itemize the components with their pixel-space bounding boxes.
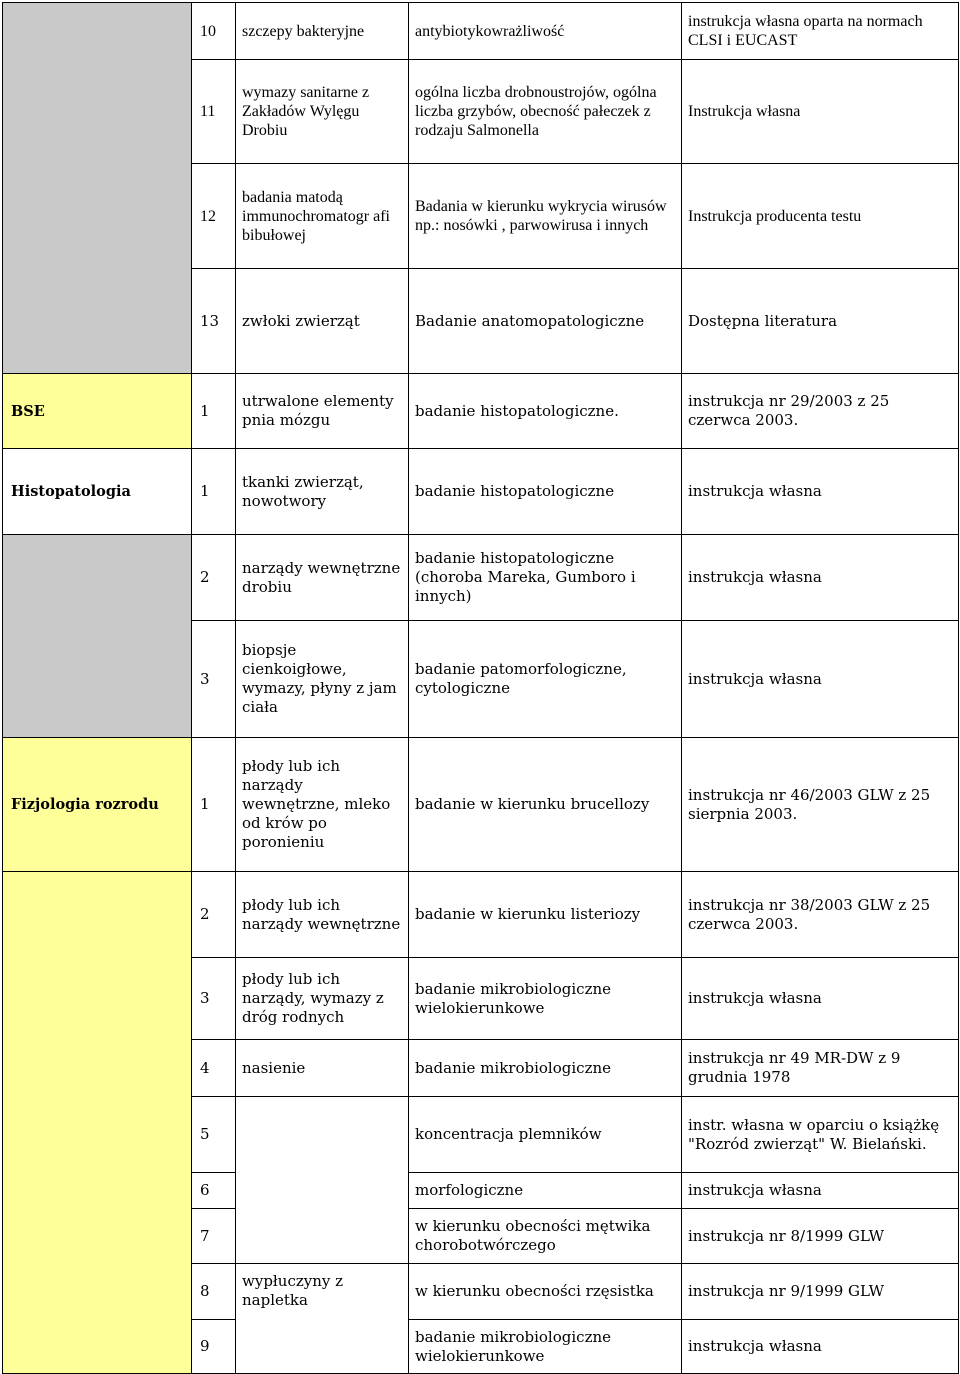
test-cell: ogólna liczba drobnoustrojów, ogólna liczba grzybów, obecność pałeczek z rodzaju Salmonella (409, 60, 682, 164)
method-cell: instrukcja własna (682, 535, 959, 621)
material-cell: płody lub ich narządy wewnętrzne (236, 872, 409, 958)
material-cell: tkanki zwierząt, nowotwory (236, 449, 409, 535)
method-cell: instrukcja własna (682, 958, 959, 1040)
material-cell: biopsje cienkoigłowe, wymazy, płyny z jam ciała (236, 621, 409, 738)
row-number: 4 (192, 1040, 236, 1097)
row-number: 6 (192, 1173, 236, 1209)
row-number: 10 (192, 3, 236, 60)
test-cell: badanie mikrobiologiczne (409, 1040, 682, 1097)
row-number: 5 (192, 1097, 236, 1173)
method-cell: Instrukcja producenta testu (682, 164, 959, 269)
tests-table (2, 2, 959, 1374)
row-number: 3 (192, 621, 236, 738)
section-cell-gray (3, 3, 192, 374)
method-cell: instrukcja nr 46/2003 GLW z 25 sierpnia 2003. (682, 738, 959, 872)
material-cell: utrwalone elementy pnia mózgu (236, 374, 409, 449)
row-number: 7 (192, 1209, 236, 1264)
row-number: 1 (192, 738, 236, 872)
method-cell: instrukcja nr 38/2003 GLW z 25 czerwca 2003. (682, 872, 959, 958)
test-cell: morfologiczne (409, 1173, 682, 1209)
row-number: 8 (192, 1264, 236, 1320)
method-cell: instrukcja nr 29/2003 z 25 czerwca 2003. (682, 374, 959, 449)
test-cell: badanie w kierunku brucellozy (409, 738, 682, 872)
test-cell: w kierunku obecności rzęsistka (409, 1264, 682, 1320)
test-cell: antybiotykowrażliwość (409, 3, 682, 60)
material-cell-empty (236, 1097, 409, 1264)
method-cell: Instrukcja własna (682, 60, 959, 164)
row-number: 12 (192, 164, 236, 269)
material-cell: płody lub ich narządy wewnętrzne, mleko od krów po poronieniu (236, 738, 409, 872)
method-cell: instr. własna w oparciu o książkę "Rozród zwierząt" W. Bielański. (682, 1097, 959, 1173)
row-number: 2 (192, 872, 236, 958)
section-cell-yellow (3, 872, 192, 1374)
row-number: 9 (192, 1320, 236, 1374)
table-row (3, 3, 959, 60)
material-cell: narządy wewnętrzne drobiu (236, 535, 409, 621)
test-cell: Badania w kierunku wykrycia wirusów np.: nosówki , parwowirusa i innych (409, 164, 682, 269)
method-cell: instrukcja własna (682, 1173, 959, 1209)
row-number: 1 (192, 449, 236, 535)
material-cell: wypłuczyny z napletka (236, 1264, 409, 1374)
test-cell: badanie histopatologiczne. (409, 374, 682, 449)
method-cell: instrukcja nr 49 MR-DW z 9 grudnia 1978 (682, 1040, 959, 1097)
test-cell: w kierunku obecności mętwika chorobotwórczego (409, 1209, 682, 1264)
material-cell: zwłoki zwierząt (236, 269, 409, 374)
test-cell: badanie w kierunku listeriozy (409, 872, 682, 958)
section-cell-gray (3, 535, 192, 738)
row-number: 11 (192, 60, 236, 164)
table-row (3, 374, 959, 449)
row-number: 3 (192, 958, 236, 1040)
test-cell: koncentracja plemników (409, 1097, 682, 1173)
method-cell: instrukcja własna (682, 1320, 959, 1374)
table-row (3, 738, 959, 872)
method-cell: instrukcja nr 9/1999 GLW (682, 1264, 959, 1320)
test-cell: badanie mikrobiologiczne wielokierunkowe (409, 1320, 682, 1374)
section-label-bse: BSE (3, 374, 192, 449)
material-cell: szczepy bakteryjne (236, 3, 409, 60)
method-cell: instrukcja nr 8/1999 GLW (682, 1209, 959, 1264)
test-cell: badanie histopatologiczne (409, 449, 682, 535)
material-cell: wymazy sanitarne z Zakładów Wylęgu Drobiu (236, 60, 409, 164)
material-cell: nasienie (236, 1040, 409, 1097)
table-row (3, 535, 959, 621)
table-row (3, 872, 959, 958)
test-cell: Badanie anatomopatologiczne (409, 269, 682, 374)
test-cell: badanie patomorfologiczne, cytologiczne (409, 621, 682, 738)
material-cell: badania matodą immunochromatogr afi bibułowej (236, 164, 409, 269)
section-label-histopatologia: Histopatologia (3, 449, 192, 535)
method-cell: instrukcja własna (682, 621, 959, 738)
method-cell: instrukcja własna (682, 449, 959, 535)
table-row (3, 449, 959, 535)
section-label-fizjologia: Fizjologia rozrodu (3, 738, 192, 872)
row-number: 13 (192, 269, 236, 374)
test-cell: badanie histopatologiczne (choroba Mareka, Gumboro i innych) (409, 535, 682, 621)
material-cell: płody lub ich narządy, wymazy z dróg rodnych (236, 958, 409, 1040)
method-cell: instrukcja własna oparta na normach CLSI i EUCAST (682, 3, 959, 60)
method-cell: Dostępna literatura (682, 269, 959, 374)
test-cell: badanie mikrobiologiczne wielokierunkowe (409, 958, 682, 1040)
row-number: 1 (192, 374, 236, 449)
row-number: 2 (192, 535, 236, 621)
